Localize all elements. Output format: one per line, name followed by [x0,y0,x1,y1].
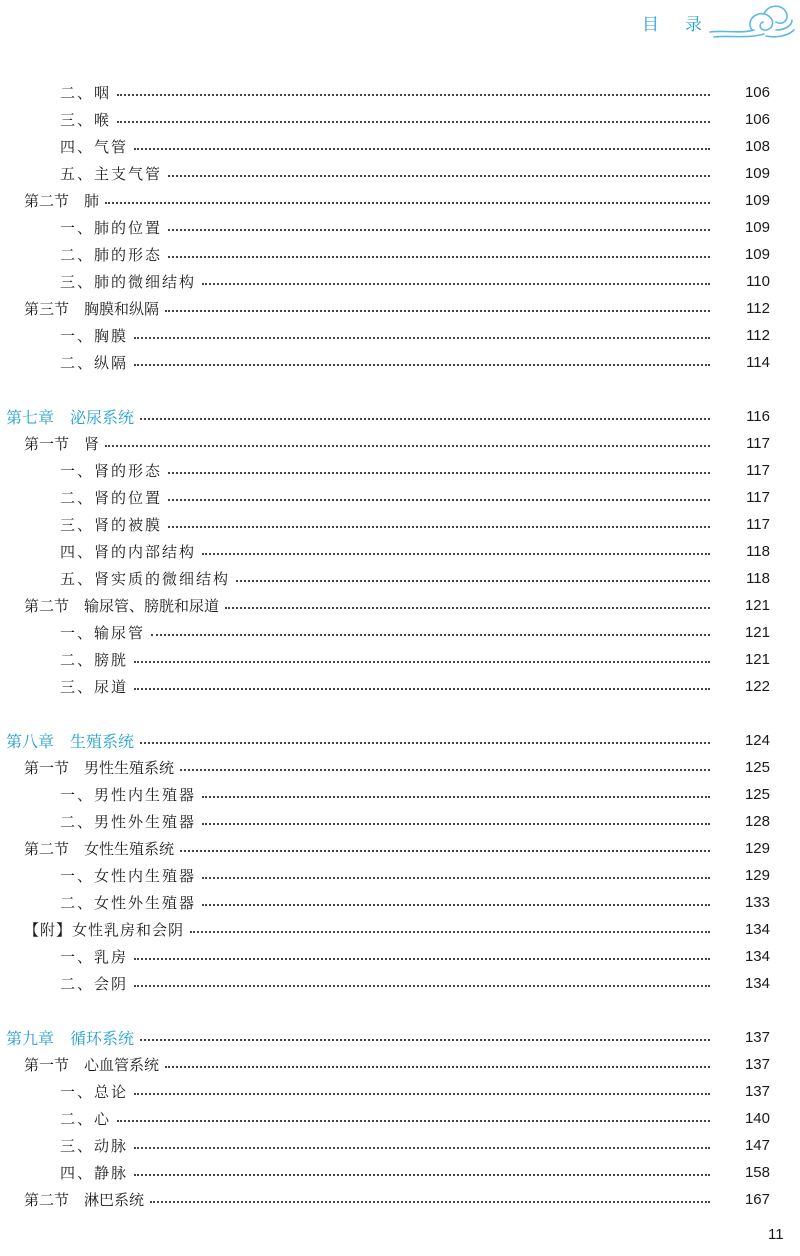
toc-appendix-label: 【附】女性乳房和会阴 [24,921,185,939]
chapter-spacer [0,700,800,727]
toc-item-label: 二、纵隔 [60,354,129,372]
toc-chapter-page: 116 [746,408,770,425]
toc-item[interactable] [0,538,800,565]
dot-leader [134,985,710,987]
toc-item[interactable] [0,889,800,916]
dot-leader [134,337,710,339]
toc-item[interactable] [0,457,800,484]
dot-leader [168,526,710,528]
dot-leader [134,148,710,150]
toc-item[interactable] [0,808,800,835]
toc-item-label: 二、肾的位置 [60,489,163,507]
toc-chapter-label: 第九章 循环系统 [6,1029,135,1048]
toc-section-page: 125 [744,759,770,776]
dot-leader [134,1147,710,1149]
toc-item[interactable] [0,1159,800,1186]
toc-item[interactable] [0,1105,800,1132]
dot-leader [180,850,710,852]
toc-chapter-label: 第八章 生殖系统 [6,732,135,751]
toc-item-label: 二、咽 [60,84,112,102]
toc-item-label: 一、乳房 [60,948,129,966]
toc-item-label: 一、肾的形态 [60,462,163,480]
toc-item-page: 121 [744,651,770,668]
toc-item-page: 121 [744,624,770,641]
toc-item-page: 137 [744,1083,770,1100]
header-title-char-1: 目 [642,15,659,35]
toc-section-label: 第二节 肺 [24,192,100,210]
toc-section-page: 129 [744,840,770,857]
cloud-swirl-icon [706,0,796,44]
toc-section[interactable] [0,1186,800,1213]
dot-leader [134,364,710,366]
toc-item-label: 五、肾实质的微细结构 [60,570,231,588]
toc-section[interactable] [0,187,800,214]
dot-leader [134,661,710,663]
toc-item-label: 三、喉 [60,111,112,129]
toc-item[interactable] [0,241,800,268]
toc-item-page: 122 [744,678,770,695]
toc-item[interactable] [0,673,800,700]
toc-section-page: 137 [744,1056,770,1073]
dot-leader [117,94,710,96]
toc-item-page: 118 [746,570,770,587]
toc-item-label: 二、膀胱 [60,651,129,669]
dot-leader [202,553,710,555]
toc-section-page: 112 [746,300,770,317]
dot-leader [168,175,710,177]
toc-item[interactable] [0,484,800,511]
dot-leader [117,121,710,123]
toc-item-label: 三、肾的被膜 [60,516,163,534]
toc-item-page: 114 [746,354,770,371]
dot-leader [165,1066,710,1068]
dot-leader [150,1201,710,1203]
toc-item-label: 一、肺的位置 [60,219,163,237]
toc-item-label: 一、总论 [60,1083,129,1101]
toc-chapter[interactable] [0,403,800,430]
toc-item-page: 112 [746,327,770,344]
toc-section[interactable] [0,592,800,619]
toc-item-page: 117 [746,462,770,479]
toc-item-label: 五、主支气管 [60,165,163,183]
toc-item-label: 二、心 [60,1110,112,1128]
toc-item[interactable] [0,619,800,646]
header-title-char-2: 录 [685,15,702,35]
chapter-spacer [0,376,800,403]
dot-leader [134,958,710,960]
toc-item-page: 128 [744,813,770,830]
toc-item-page: 158 [744,1164,770,1181]
toc-item[interactable] [0,106,800,133]
toc-item[interactable] [0,160,800,187]
toc-item-label: 一、男性内生殖器 [60,786,197,804]
dot-leader [202,904,710,906]
table-of-contents [0,79,800,1213]
toc-item-page: 110 [746,273,770,290]
toc-item[interactable] [0,133,800,160]
toc-item[interactable] [0,970,800,997]
dot-leader [202,877,710,879]
dot-leader [202,823,710,825]
chapter-spacer [0,997,800,1024]
toc-section[interactable] [0,754,800,781]
toc-item-label: 三、肺的微细结构 [60,273,197,291]
toc-item-label: 二、肺的形态 [60,246,163,264]
toc-appendix[interactable] [0,916,800,943]
toc-chapter-page: 137 [744,1029,770,1046]
toc-item-page: 118 [746,543,770,560]
toc-item-page: 134 [744,948,770,965]
toc-item-label: 二、男性外生殖器 [60,813,197,831]
toc-item[interactable] [0,1132,800,1159]
toc-item[interactable] [0,1078,800,1105]
toc-section[interactable] [0,835,800,862]
dot-leader [202,796,710,798]
toc-section[interactable] [0,430,800,457]
toc-item-page: 147 [744,1137,770,1154]
toc-item-page: 108 [744,138,770,155]
dot-leader [190,931,710,933]
toc-item[interactable] [0,943,800,970]
dot-leader [202,283,710,285]
toc-item-page: 109 [744,165,770,182]
toc-item-page: 125 [744,786,770,803]
toc-item-label: 一、女性内生殖器 [60,867,197,885]
toc-item-page: 117 [746,516,770,533]
toc-item-label: 一、输尿管 [60,624,146,642]
toc-appendix-page: 134 [744,921,770,938]
toc-item[interactable] [0,322,800,349]
toc-item-page: 129 [744,867,770,884]
toc-section[interactable] [0,1051,800,1078]
toc-chapter[interactable] [0,727,800,754]
toc-item[interactable] [0,646,800,673]
dot-leader [117,1120,710,1122]
toc-chapter-page: 124 [744,732,770,749]
toc-item-label: 二、会阴 [60,975,129,993]
dot-leader [105,202,710,204]
toc-item-label: 二、女性外生殖器 [60,894,197,912]
toc-item-page: 134 [744,975,770,992]
toc-section-page: 121 [744,597,770,614]
toc-item[interactable] [0,511,800,538]
dot-leader [180,769,710,771]
header-title [642,10,702,35]
dot-leader [168,499,710,501]
dot-leader [105,445,710,447]
toc-item[interactable] [0,79,800,106]
toc-item-page: 133 [744,894,770,911]
toc-item-page: 117 [746,489,770,506]
dot-leader [140,742,710,744]
toc-item[interactable] [0,565,800,592]
dot-leader [165,310,710,312]
dot-leader [168,256,710,258]
toc-section-label: 第二节 淋巴系统 [24,1191,145,1209]
dot-leader [140,418,710,420]
toc-item[interactable] [0,862,800,889]
toc-item-page: 106 [744,111,770,128]
toc-section-page: 117 [746,435,770,452]
toc-section-label: 第一节 男性生殖系统 [24,759,175,777]
toc-item[interactable] [0,214,800,241]
toc-section-label: 第一节 心血管系统 [24,1056,160,1074]
dot-leader [236,580,710,582]
dot-leader [151,634,710,636]
dot-leader [134,1093,710,1095]
toc-item-label: 一、胸膜 [60,327,129,345]
toc-item-page: 140 [744,1110,770,1127]
toc-item-page: 106 [744,84,770,101]
toc-section-label: 第二节 女性生殖系统 [24,840,175,858]
toc-chapter[interactable] [0,1024,800,1051]
toc-item[interactable] [0,781,800,808]
page-number: 11 [768,1226,784,1243]
toc-section-page: 109 [744,192,770,209]
toc-item-page: 109 [744,219,770,236]
toc-chapter-label: 第七章 泌尿系统 [6,408,135,427]
dot-leader [140,1039,710,1041]
toc-section[interactable] [0,295,800,322]
dot-leader [134,688,710,690]
toc-item[interactable] [0,349,800,376]
toc-item-label: 三、尿道 [60,678,129,696]
dot-leader [168,472,710,474]
dot-leader [168,229,710,231]
toc-item-label: 三、动脉 [60,1137,129,1155]
toc-section-label: 第三节 胸膜和纵隔 [24,300,160,318]
toc-item-label: 四、静脉 [60,1164,129,1182]
toc-item-page: 109 [744,246,770,263]
toc-section-label: 第二节 输尿管、膀胱和尿道 [24,597,220,615]
dot-leader [134,1174,710,1176]
toc-item-label: 四、气管 [60,138,129,156]
toc-section-label: 第一节 肾 [24,435,100,453]
dot-leader [225,607,710,609]
toc-item-label: 四、肾的内部结构 [60,543,197,561]
toc-item[interactable] [0,268,800,295]
toc-section-page: 167 [744,1191,770,1208]
